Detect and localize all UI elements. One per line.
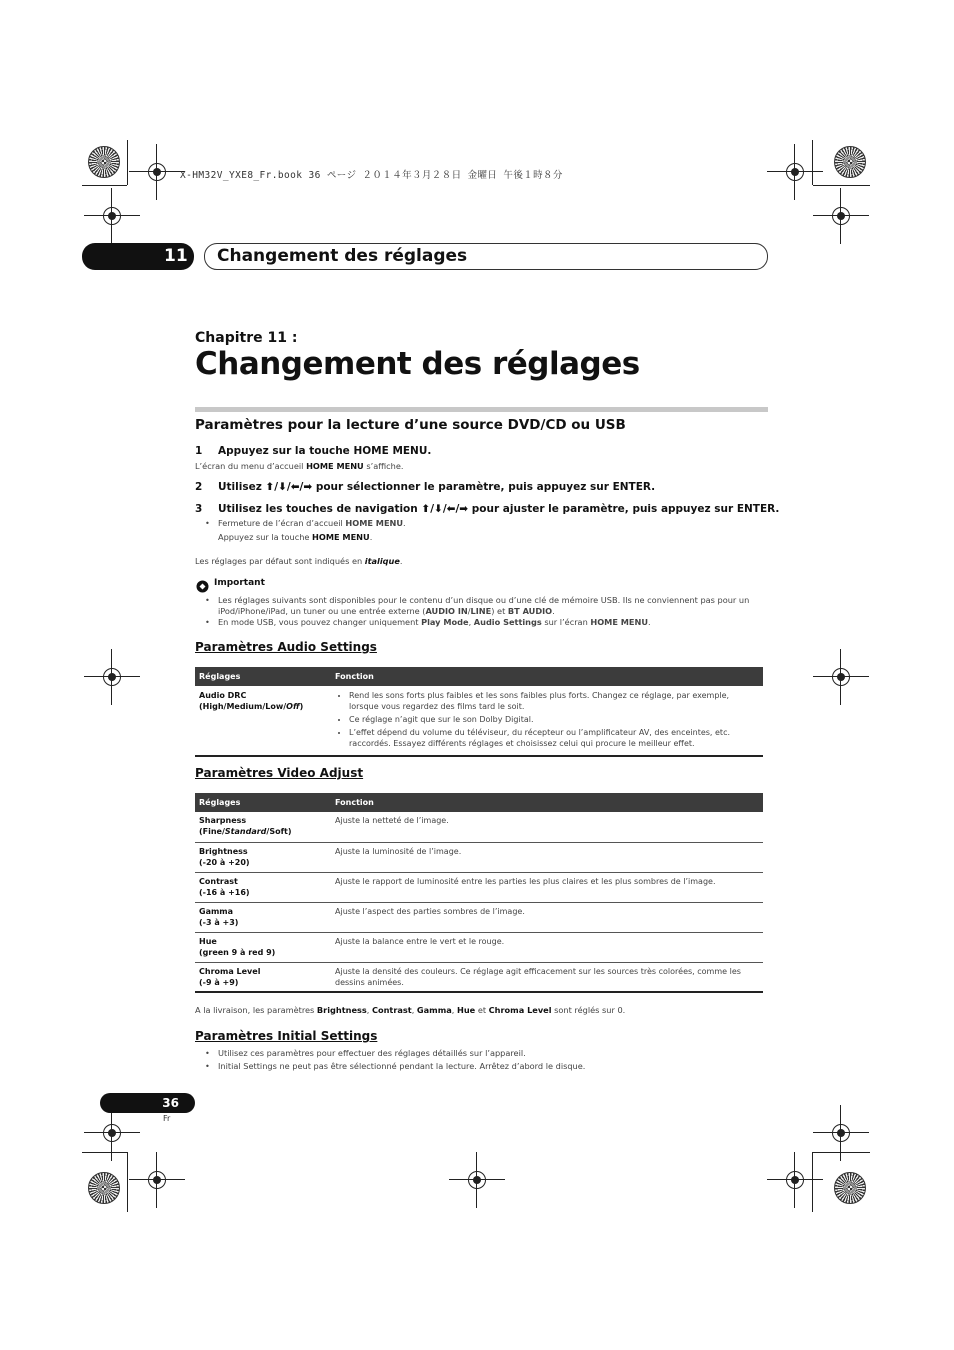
setting-name: Brightness (-20 à +20): [195, 842, 331, 872]
setting-name: Sharpness (Fine/Standard/Soft): [195, 812, 331, 842]
important-bullet-2: • En mode USB, vous pouvez changer uniquement Play Mode, Audio Settings sur l’écran HOME MENU.: [218, 617, 768, 627]
list-item: • Utilisez ces paramètres pour effectuer des réglages détaillés sur l’appareil.: [218, 1048, 526, 1058]
print-sun-mark-tr: [834, 146, 866, 178]
registration-mark: [145, 160, 169, 184]
print-header: X-HM32V_YXE8_Fr.book 36 ページ ２０１４年３月２８日 金曜日 午後１時８分: [180, 170, 563, 181]
trim-line: [127, 140, 128, 185]
column-header: Fonction: [331, 793, 763, 812]
registration-mark: [145, 1168, 169, 1192]
chapter-label: Chapitre 11 :: [195, 330, 298, 346]
registration-mark: [100, 665, 124, 689]
step-3-bullet: • Fermeture de l’écran d’accueil HOME MENU.: [218, 518, 406, 528]
table-header-row: [195, 667, 763, 686]
print-sun-mark-tl: [88, 146, 120, 178]
table-header-row: [195, 793, 763, 812]
setting-name: Contrast (-16 à +16): [195, 872, 331, 902]
registration-mark: [829, 1121, 853, 1145]
video-adjust-table: [195, 793, 763, 993]
section-title: Paramètres pour la lecture d’une source DVD/CD ou USB: [195, 417, 626, 433]
important-label: Important: [214, 578, 265, 588]
registration-mark: [829, 665, 853, 689]
setting-name: Hue (green 9 à red 9): [195, 932, 331, 962]
table-row: [195, 842, 763, 872]
setting-name: Chroma Level (-9 à +9): [195, 962, 331, 992]
list-item: • Ce réglage n’agit que sur le son Dolby Digital.: [349, 714, 759, 725]
print-sun-mark-bl: [88, 1172, 120, 1204]
factory-settings-note: A la livraison, les paramètres Brightness, Contrast, Gamma, Hue et Chroma Level sont réglés sur 0.: [195, 1005, 626, 1015]
trim-line: [812, 1152, 813, 1212]
list-item: • Rend les sons forts plus faibles et les sons faibles plus forts. Changez ce réglage, par exemple, lorsque vous regardez des films tard le soit.: [349, 690, 759, 712]
trim-line: [813, 185, 870, 186]
table-row: [195, 812, 763, 842]
step-1-note: L’écran du menu d’accueil HOME MENU s’affiche.: [195, 461, 404, 471]
setting-name: Gamma (-3 à +3): [195, 902, 331, 932]
step-3: 3 Utilisez les touches de navigation ⬆/⬇/⬅/➡ pour ajuster le paramètre, puis appuyez sur ENTER.: [195, 503, 780, 515]
list-item: • Initial Settings ne peut pas être sélectionné pendant la lecture. Arrêtez d’abord le disque.: [218, 1061, 585, 1071]
setting-function: Ajuste la densité des couleurs. Ce réglage agit efficacement sur les sources très colorées, comme les dessins animées.: [331, 962, 763, 992]
page-number-badge: 36: [100, 1093, 195, 1113]
trim-line: [812, 140, 813, 185]
table-row: [195, 686, 763, 756]
audio-settings-title: Paramètres Audio Settings: [195, 640, 377, 654]
trim-line: [82, 1152, 127, 1153]
setting-name: Audio DRC (High/Medium/Low/Off): [195, 686, 331, 756]
registration-mark: [783, 160, 807, 184]
trim-line: [82, 185, 127, 186]
initial-settings-title: Paramètres Initial Settings: [195, 1029, 378, 1043]
setting-function: [331, 686, 763, 756]
important-bullet-1: • Les réglages suivants sont disponibles pour le contenu d’un disque ou d’une clé de mémoire USB. Ils ne conviennent pas pour un iPod/iPhone/iPad, un tuner ou une entrée externe (AUDIO IN/LINE) et BT AUDIO.: [218, 595, 768, 617]
trim-line: [127, 1152, 128, 1212]
registration-mark: [100, 1121, 124, 1145]
step-1: 1 Appuyez sur la touche HOME MENU.: [195, 445, 432, 457]
column-header: Réglages: [195, 793, 331, 812]
chapter-number-badge: 11: [82, 243, 194, 270]
registration-mark: [829, 204, 853, 228]
setting-function: Ajuste le rapport de luminosité entre les parties les plus claires et les plus sombres de l’image.: [331, 872, 763, 902]
chapter-title-tab: Changement des réglages: [204, 243, 768, 270]
print-sun-mark-br: [834, 1172, 866, 1204]
column-header: Réglages: [195, 667, 331, 686]
section-rule: [195, 407, 768, 412]
default-note: Les réglages par défaut sont indiqués en italique.: [195, 556, 403, 566]
table-row: [195, 962, 763, 992]
step-3-bullet-line2: Appuyez sur la touche HOME MENU.: [218, 532, 373, 542]
table-row: [195, 902, 763, 932]
step-2: 2 Utilisez ⬆/⬇/⬅/➡ pour sélectionner le paramètre, puis appuyez sur ENTER.: [195, 481, 656, 493]
registration-mark: [783, 1168, 807, 1192]
video-adjust-title: Paramètres Video Adjust: [195, 766, 364, 780]
setting-function: Ajuste l’aspect des parties sombres de l’image.: [331, 902, 763, 932]
column-header: Fonction: [331, 667, 763, 686]
trim-line: [813, 1152, 870, 1153]
table-row: [195, 872, 763, 902]
important-icon: [196, 578, 209, 591]
setting-function: Ajuste la luminosité de l’image.: [331, 842, 763, 872]
setting-function: Ajuste la balance entre le vert et le rouge.: [331, 932, 763, 962]
page-language: Fr: [163, 1114, 171, 1123]
chapter-title: Changement des réglages: [195, 346, 640, 382]
table-row: [195, 932, 763, 962]
audio-settings-table: [195, 667, 763, 757]
registration-mark: [465, 1168, 489, 1192]
registration-mark: [100, 204, 124, 228]
setting-function: Ajuste la netteté de l’image.: [331, 812, 763, 842]
list-item: • L’effet dépend du volume du téléviseur, du récepteur ou l’amplificateur AV, des enceintes, etc. raccordés. Essayez différents réglages et choisissez celui qui procure le meilleur effet.: [349, 727, 759, 749]
